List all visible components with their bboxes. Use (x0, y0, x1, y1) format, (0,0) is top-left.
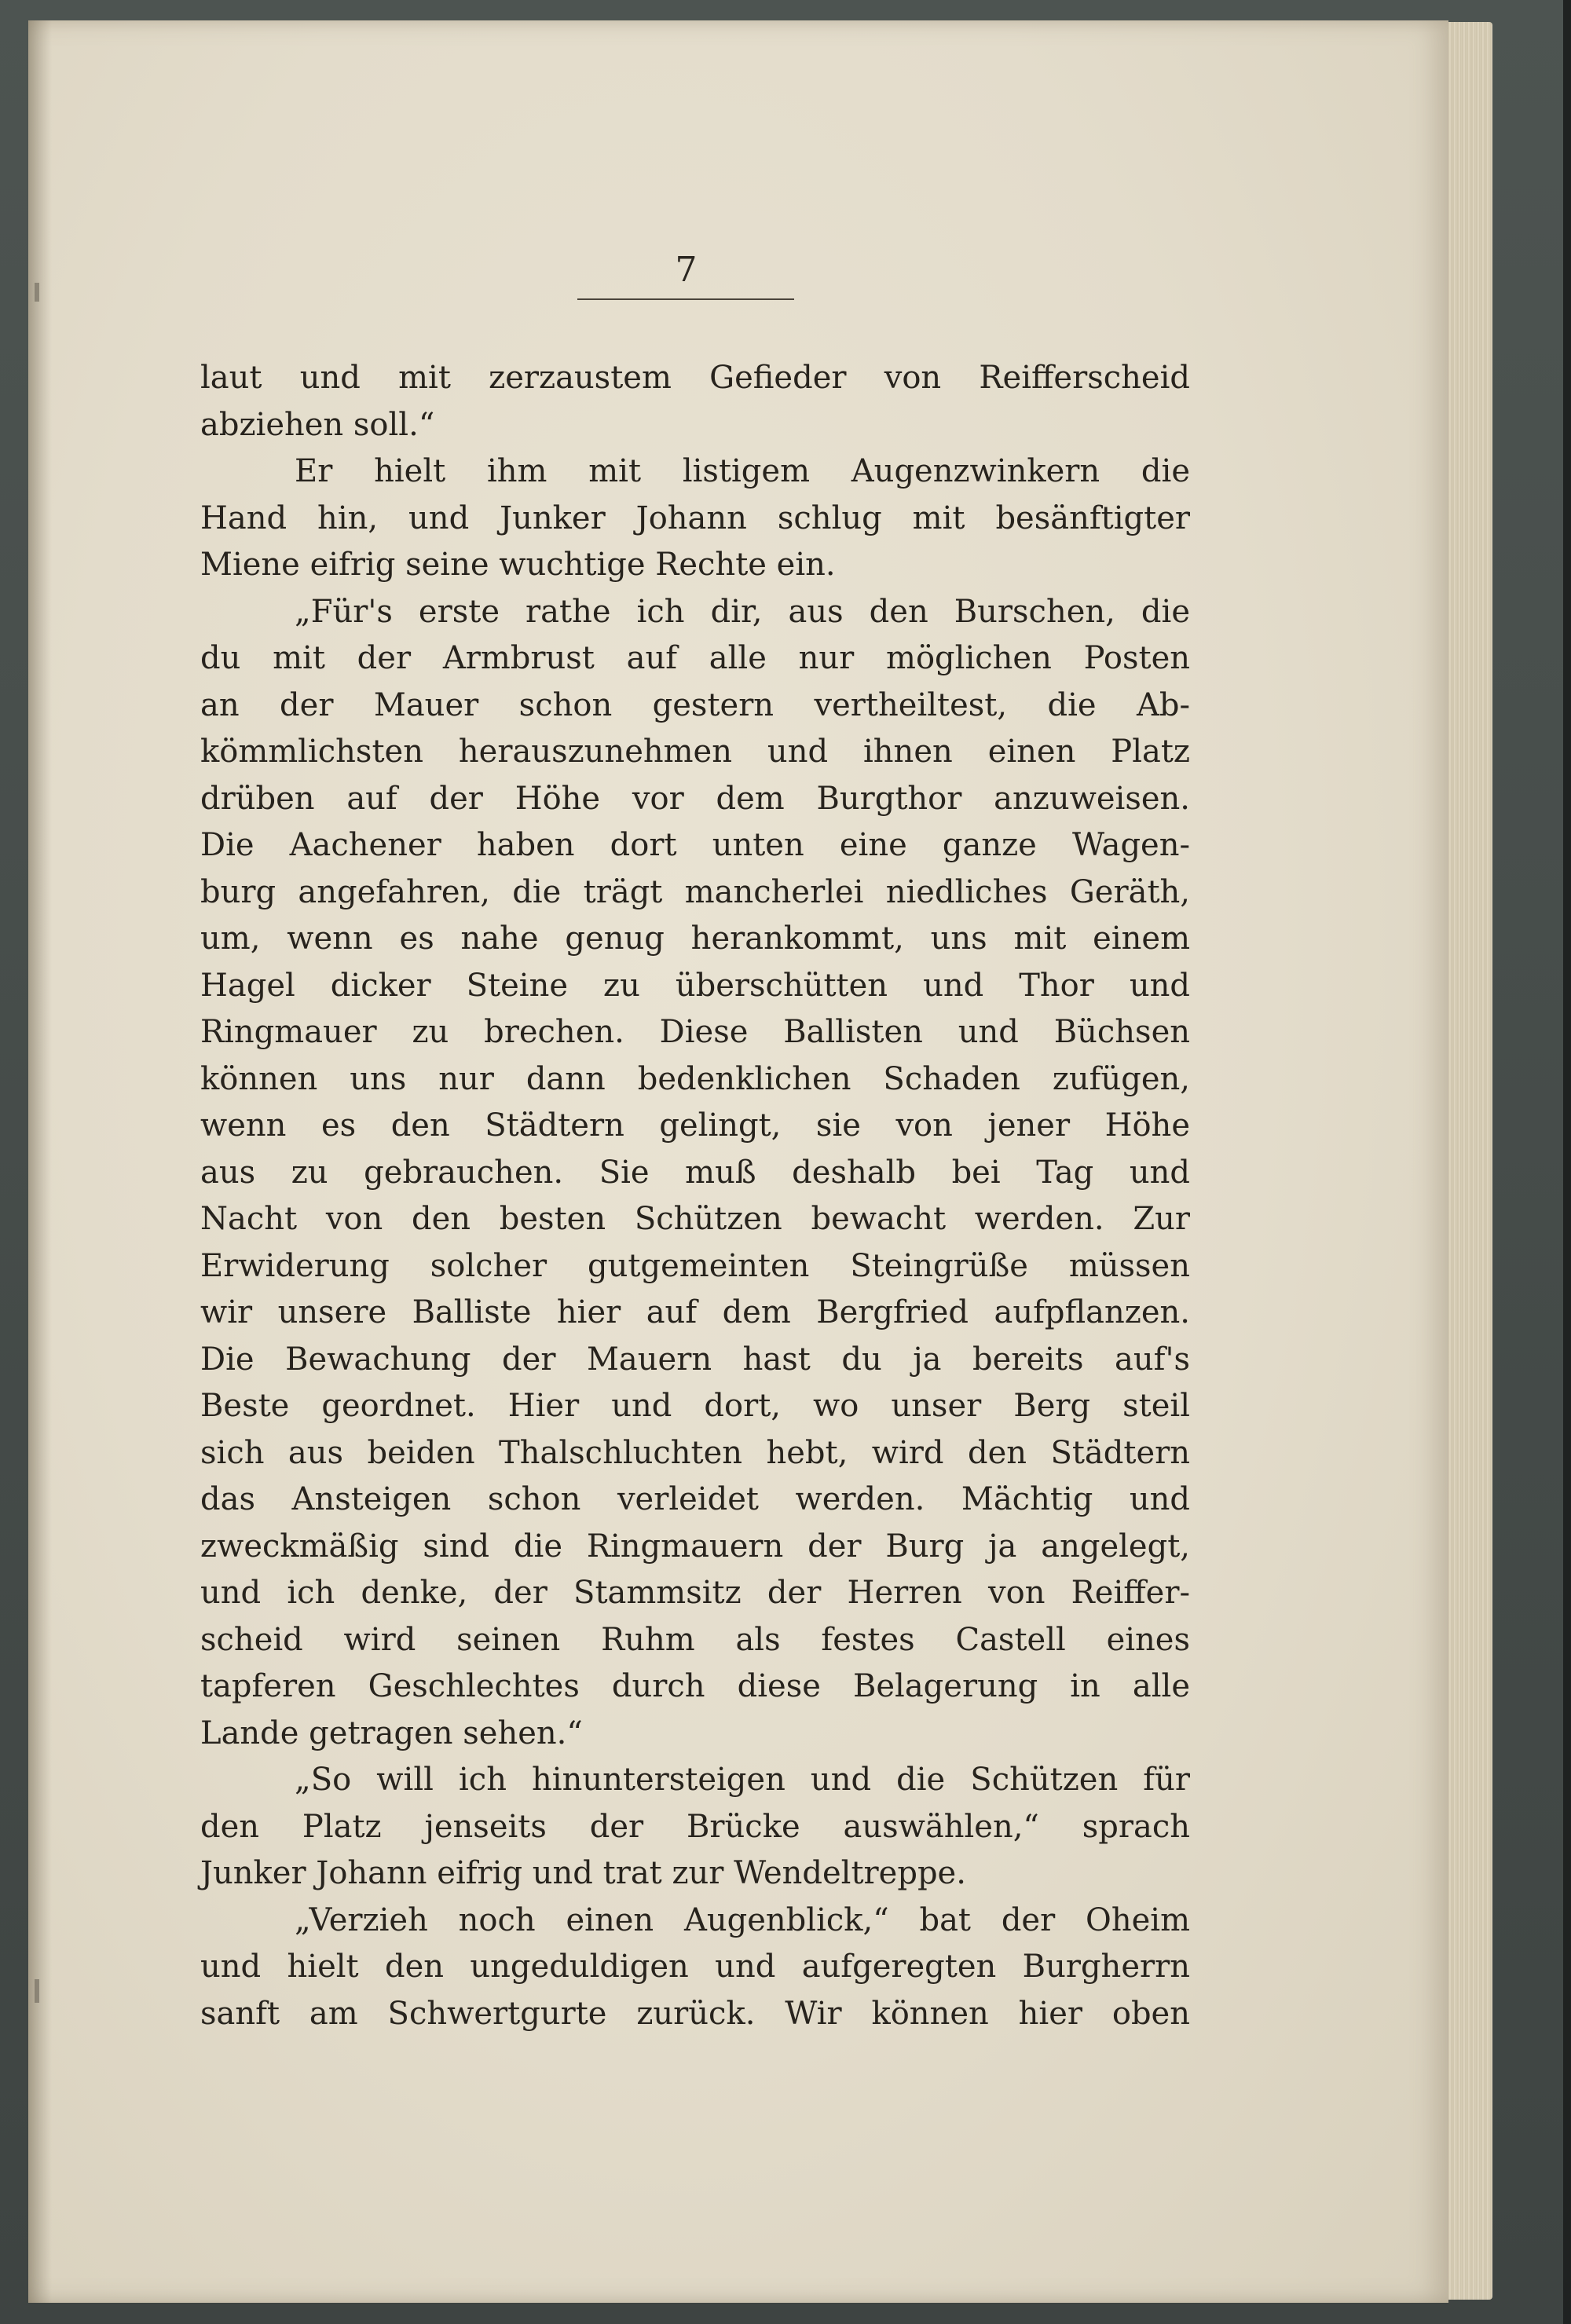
text-line: Nacht von den besten Schützen bewacht werden. Zur (200, 1201, 1190, 1237)
page-number-rule (577, 298, 794, 300)
text-line: „Verzieh noch einen Augenblick,“ bat der Oheim (295, 1901, 1190, 1938)
text-line: Hagel dicker Steine zu überschütten und Thor und (200, 967, 1190, 1004)
text-line: wir unsere Balliste hier auf dem Bergfried aufpflanzen. (200, 1294, 1190, 1330)
text-line: an der Mauer schon gestern vertheiltest, die Ab- (200, 686, 1190, 723)
text-line: „Für's erste rathe ich dir, aus den Burschen, die (295, 593, 1190, 630)
binding-mark (35, 1979, 39, 2003)
text-line: wenn es den Städtern gelingt, sie von jener Höhe (200, 1107, 1190, 1144)
text-line: Die Aachener haben dort unten eine ganze Wagen- (200, 827, 1190, 863)
text-line: scheid wird seinen Ruhm als festes Castell eines (200, 1621, 1190, 1658)
binding-mark (35, 283, 39, 302)
text-line: drüben auf der Höhe vor dem Burgthor anzuweisen. (200, 780, 1190, 817)
text-line: Erwiderung solcher gutgemeinten Steingrüße müssen (200, 1247, 1190, 1284)
body-text (200, 355, 1190, 2037)
page-number: 7 (675, 250, 698, 290)
text-line: Miene eifrig seine wuchtige Rechte ein. (200, 547, 836, 583)
text-line: burg angefahren, die trägt mancherlei niedliches Geräth, (200, 873, 1190, 910)
text-line: abziehen soll.“ (200, 406, 435, 443)
text-line: Lande getragen sehen.“ (200, 1715, 583, 1751)
text-line: laut und mit zerzaustem Gefieder von Reifferscheid (200, 360, 1190, 396)
text-line: „So will ich hinuntersteigen und die Schützen für (295, 1762, 1190, 1798)
text-line: Ringmauer zu brechen. Diese Ballisten und Büchsen (200, 1014, 1190, 1050)
text-line: Hand hin, und Junker Johann schlug mit besänftigter (200, 500, 1190, 536)
text-line: tapferen Geschlechtes durch diese Belagerung in alle (200, 1668, 1190, 1704)
text-line: Die Bewachung der Mauern hast du ja bereits auf's (200, 1341, 1190, 1378)
text-line: um, wenn es nahe genug herankommt, uns mit einem (200, 920, 1190, 957)
text-line: Beste geordnet. Hier und dort, wo unser Berg steil (200, 1388, 1190, 1424)
text-line: sich aus beiden Thalschluchten hebt, wird den Städtern (200, 1434, 1190, 1471)
text-line: das Ansteigen schon verleidet werden. Mächtig und (200, 1481, 1190, 1517)
text-line: Junker Johann eifrig und trat zur Wendeltreppe. (200, 1855, 966, 1891)
text-line: zweckmäßig sind die Ringmauern der Burg ja angelegt, (200, 1528, 1190, 1565)
text-line: und ich denke, der Stammsitz der Herren von Reiffer- (200, 1575, 1190, 1611)
text-line: können uns nur dann bedenklichen Schaden zufügen, (200, 1060, 1190, 1097)
text-line: den Platz jenseits der Brücke auswählen,“ sprach (200, 1808, 1190, 1845)
text-line: Er hielt ihm mit listigem Augenzwinkern die (295, 453, 1190, 489)
text-line: aus zu gebrauchen. Sie muß deshalb bei Tag und (200, 1154, 1190, 1191)
gutter-shadow (28, 20, 52, 2303)
text-line: sanft am Schwertgurte zurück. Wir können hier oben (200, 1995, 1190, 2032)
text-line: und hielt den ungeduldigen und aufgeregten Burgherrn (200, 1949, 1190, 1985)
text-line: du mit der Armbrust auf alle nur möglichen Posten (200, 640, 1190, 676)
text-line: kömmlichsten herauszunehmen und ihnen einen Platz (200, 734, 1190, 770)
